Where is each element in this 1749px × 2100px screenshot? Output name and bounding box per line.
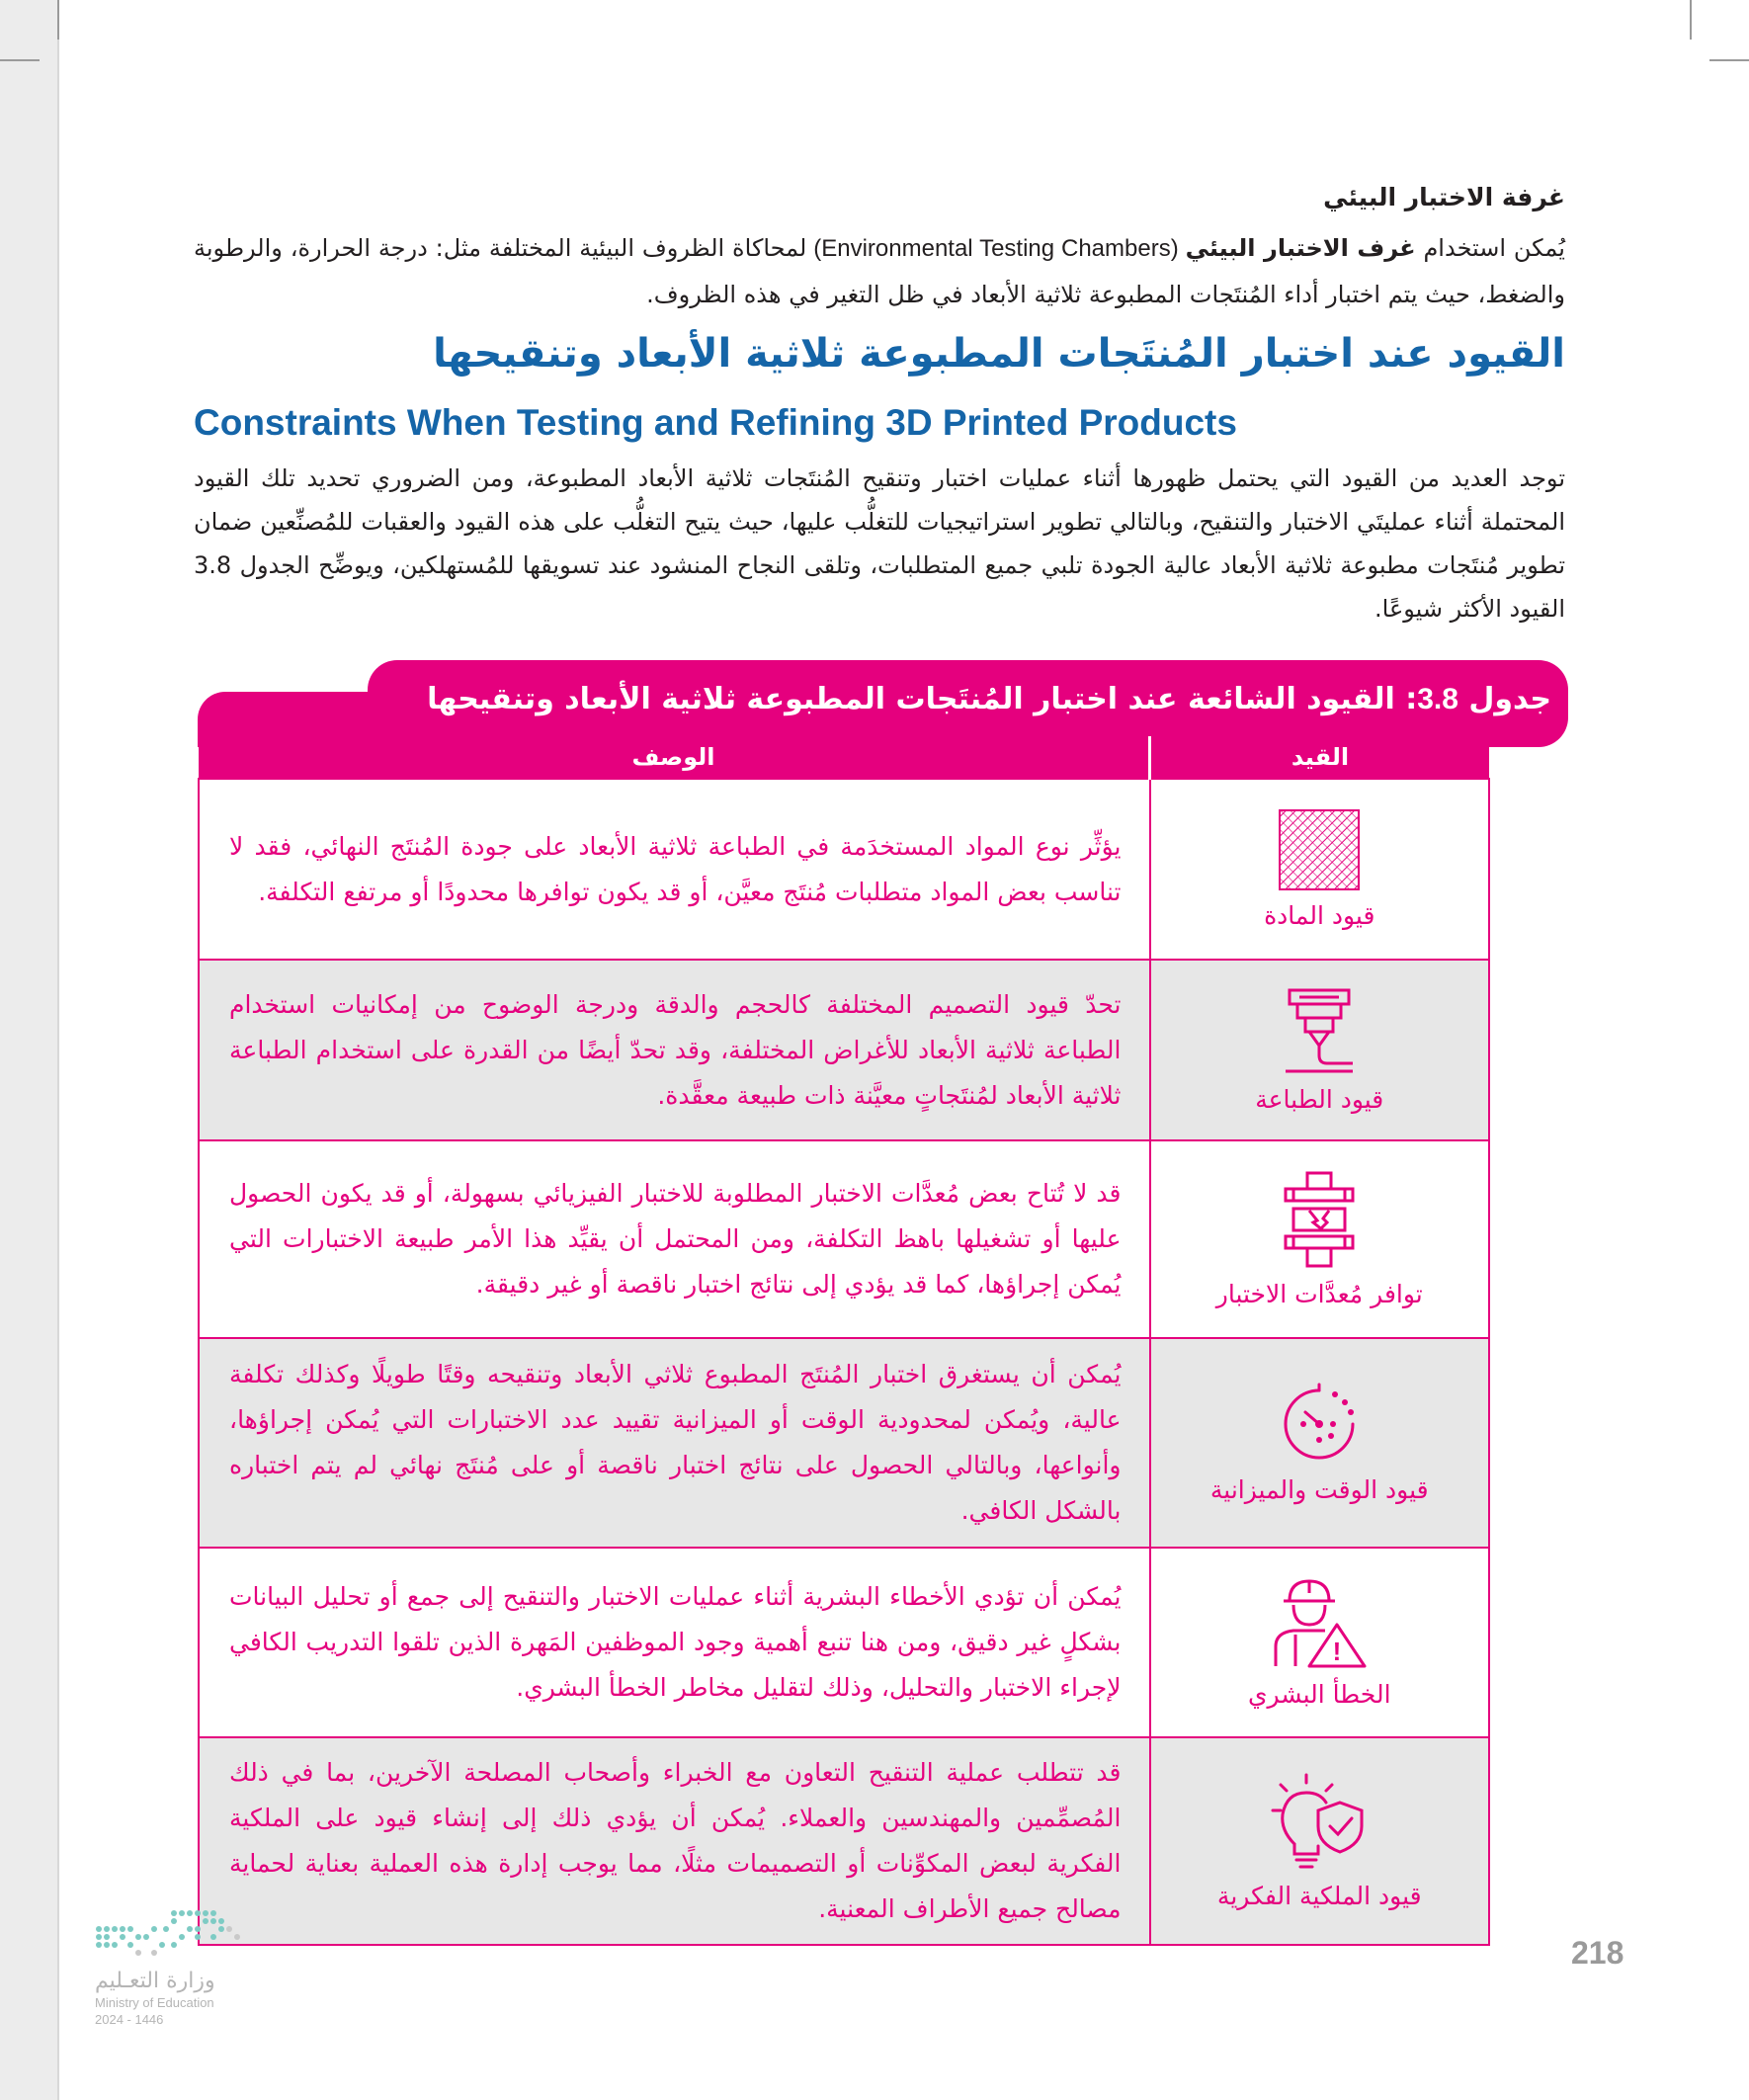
ministry-dots-icon (95, 1907, 243, 1959)
constraint-cell (1150, 1140, 1490, 1338)
constraint-description: يُمكن أن تؤدي الأخطاء البشرية أثناء عمليات الاختبار والتنقيح إلى جمع أو تحليل البيانات بشكلٍ غير دقيق، ومن هنا تنبع أهمية وجود الموظفين المَهرة الذين تلقوا التدريب الكافي لإجراء الاختبار والتحليل، وذلك لتقليل مخاطر الخطأ البشري. (199, 1548, 1150, 1737)
ministry-name-arabic: وزارة التعـليم (95, 1969, 215, 1993)
constraint-description: قد لا تُتاح بعض مُعدَّات الاختبار المطلوبة للاختبار الفيزيائي بسهولة، أو قد يكون الحصول عليها أو تشغيلها باهظ التكلفة، ومن المحتمل أن يقيِّد هذا الأمر طبيعة الاختبارات التي يُمكن إجراؤها، كما قد يؤدي إلى نتائج اختبار ناقصة أو غير دقيقة. (199, 1140, 1150, 1338)
environment-text-bold: غرف الاختبار البيئي (1185, 234, 1416, 262)
ministry-logo (95, 1907, 283, 2027)
constraint-cell (1150, 779, 1490, 960)
crop-mark (57, 0, 59, 40)
table-row (199, 1737, 1489, 1945)
environment-text-english: (Environmental Testing Chambers) (806, 235, 1186, 262)
constraint-name: قيود الملكية الفكرية (1216, 1881, 1422, 1910)
crop-mark (0, 59, 40, 61)
column-header-description: الوصف (199, 736, 1150, 779)
timer-icon (1278, 1383, 1361, 1466)
constraint-name: توافر مُعدَّات الاختبار (1215, 1279, 1423, 1308)
page-gutter (0, 0, 57, 2100)
crop-mark (1690, 0, 1692, 40)
table-caption-text: : القيود الشائعة عند اختبار المُنتَجات المطبوعة ثلاثية الأبعاد وتنقيحها (427, 682, 1418, 716)
table-caption-number: 3.8 (1417, 683, 1458, 715)
environment-text-part2: لمحاكاة الظروف البيئية المختلفة مثل: درجة الحرارة، والرطوبة والضغط، حيث يتم اختبار أداء المُنتَجات المطبوعة ثلاثية الأبعاد في ظل التغير في هذه الظروف. (194, 234, 1565, 308)
constraint-description: تحدّ قيود التصميم المختلفة كالحجم والدقة ودرجة الوضوح من إمكانيات استخدام الطباعة ثلاثية الأبعاد للأغراض المختلفة، وقد تحدّ أيضًا من القدرة على استخدام الطباعة ثلاثية الأبعاد لمُنتَجاتٍ معيَّنة ذات طبيعة معقَّدة. (199, 960, 1150, 1140)
constraint-cell (1150, 1737, 1490, 1945)
constraint-description: يُمكن أن يستغرق اختبار المُنتَج المطبوع ثلاثي الأبعاد وتنقيحه وقتًا طويلًا وكذلك تكلفة عالية، ويُمكن لمحدودية الوقت أو الميزانية تقييد عدد الاختبارات التي يُمكن إجراؤها، وأنواعها، وبالتالي الحصول على نتائج اختبار ناقصة أو على مُنتَج نهائي لم يتم اختباره بالشكل الكافي. (199, 1338, 1150, 1548)
edition-year: 2024 - 1446 (95, 2012, 164, 2027)
constraint-cell (1150, 960, 1490, 1140)
environment-title: غرفة الاختبار البيئي (1323, 183, 1565, 211)
table-row (199, 779, 1489, 960)
print-nozzle-icon (1280, 986, 1359, 1075)
gutter-line (57, 0, 59, 2100)
constraint-name: قيود الوقت والميزانية (1209, 1474, 1429, 1504)
svg-text:!: ! (1332, 1636, 1342, 1666)
material-hatch-icon (1278, 808, 1361, 891)
constraint-description: قد تتطلب عملية التنقيح التعاون مع الخبراء وأصحاب المصلحة الآخرين، بما في ذلك المُصمِّمين والمهندسين والعملاء. يُمكن أن يؤدي ذلك إلى إنشاء قيود على الملكية الفكرية لبعض المكوِّنات أو التصميمات مثلًا، مما يوجب إدارة هذه العملية بعناية لحماية مصالح جميع الأطراف المعنية. (199, 1737, 1150, 1945)
environment-paragraph (194, 225, 1565, 317)
worker-warning-icon (1272, 1577, 1367, 1670)
constraint-description: يؤثِّر نوع المواد المستخدَمة في الطباعة ثلاثية الأبعاد على جودة المُنتَج النهائي، فقد لا تناسب بعض المواد متطلبات مُنتَج معيَّن، أو قد يكون توافرها محدودًا أو مرتفع التكلفة. (199, 779, 1150, 960)
constraints-table (198, 736, 1490, 1946)
constraint-name: قيود الطباعة (1255, 1085, 1384, 1114)
column-header-constraint: القيد (1150, 736, 1490, 779)
constraint-name: قيود المادة (1264, 901, 1375, 930)
table-row (199, 1548, 1489, 1737)
table-row (199, 1338, 1489, 1548)
constraint-cell (1150, 1338, 1490, 1548)
table-caption (427, 682, 1551, 716)
crop-mark (1709, 59, 1749, 61)
intro-paragraph: توجد العديد من القيود التي يحتمل ظهورها أثناء عمليات اختبار وتنقيح المُنتَجات ثلاثية الأبعاد المطبوعة، ومن الضروري تحديد تلك القيود المحتملة أثناء عمليتَي الاختبار والتنقيح، وبالتالي تطوير استراتيجيات للتغلُّب عليها، حيث يتيح التغلُّب على هذه القيود والعقبات للمُصنِّعين ضمان تطوير مُنتَجات مطبوعة ثلاثية الأبعاد عالية الجودة تلبي جميع المتطلبات، وتلقى النجاح المنشود عند تسويقها للمُستهلكين، ويوضِّح الجدول 3.8 القيود الأكثر شيوعًا. (194, 464, 1565, 623)
constraint-name: الخطأ البشري (1247, 1679, 1391, 1709)
test-press-icon (1280, 1171, 1359, 1270)
environment-text-part1: يُمكن استخدام (1415, 234, 1565, 262)
section-title-arabic: القيود عند اختبار المُنتَجات المطبوعة ثلاثية الأبعاد وتنقيحها (433, 331, 1565, 377)
section-title-english: Constraints When Testing and Refining 3D Printed Products (194, 402, 1237, 443)
constraint-cell (1150, 1548, 1490, 1737)
page-number: 218 (1571, 1935, 1624, 1971)
ministry-name-english: Ministry of Education (95, 1995, 214, 2010)
table-row (199, 960, 1489, 1140)
table-row (199, 1140, 1489, 1338)
idea-shield-icon (1271, 1773, 1368, 1872)
table-caption-prefix: جدول (1458, 682, 1551, 716)
